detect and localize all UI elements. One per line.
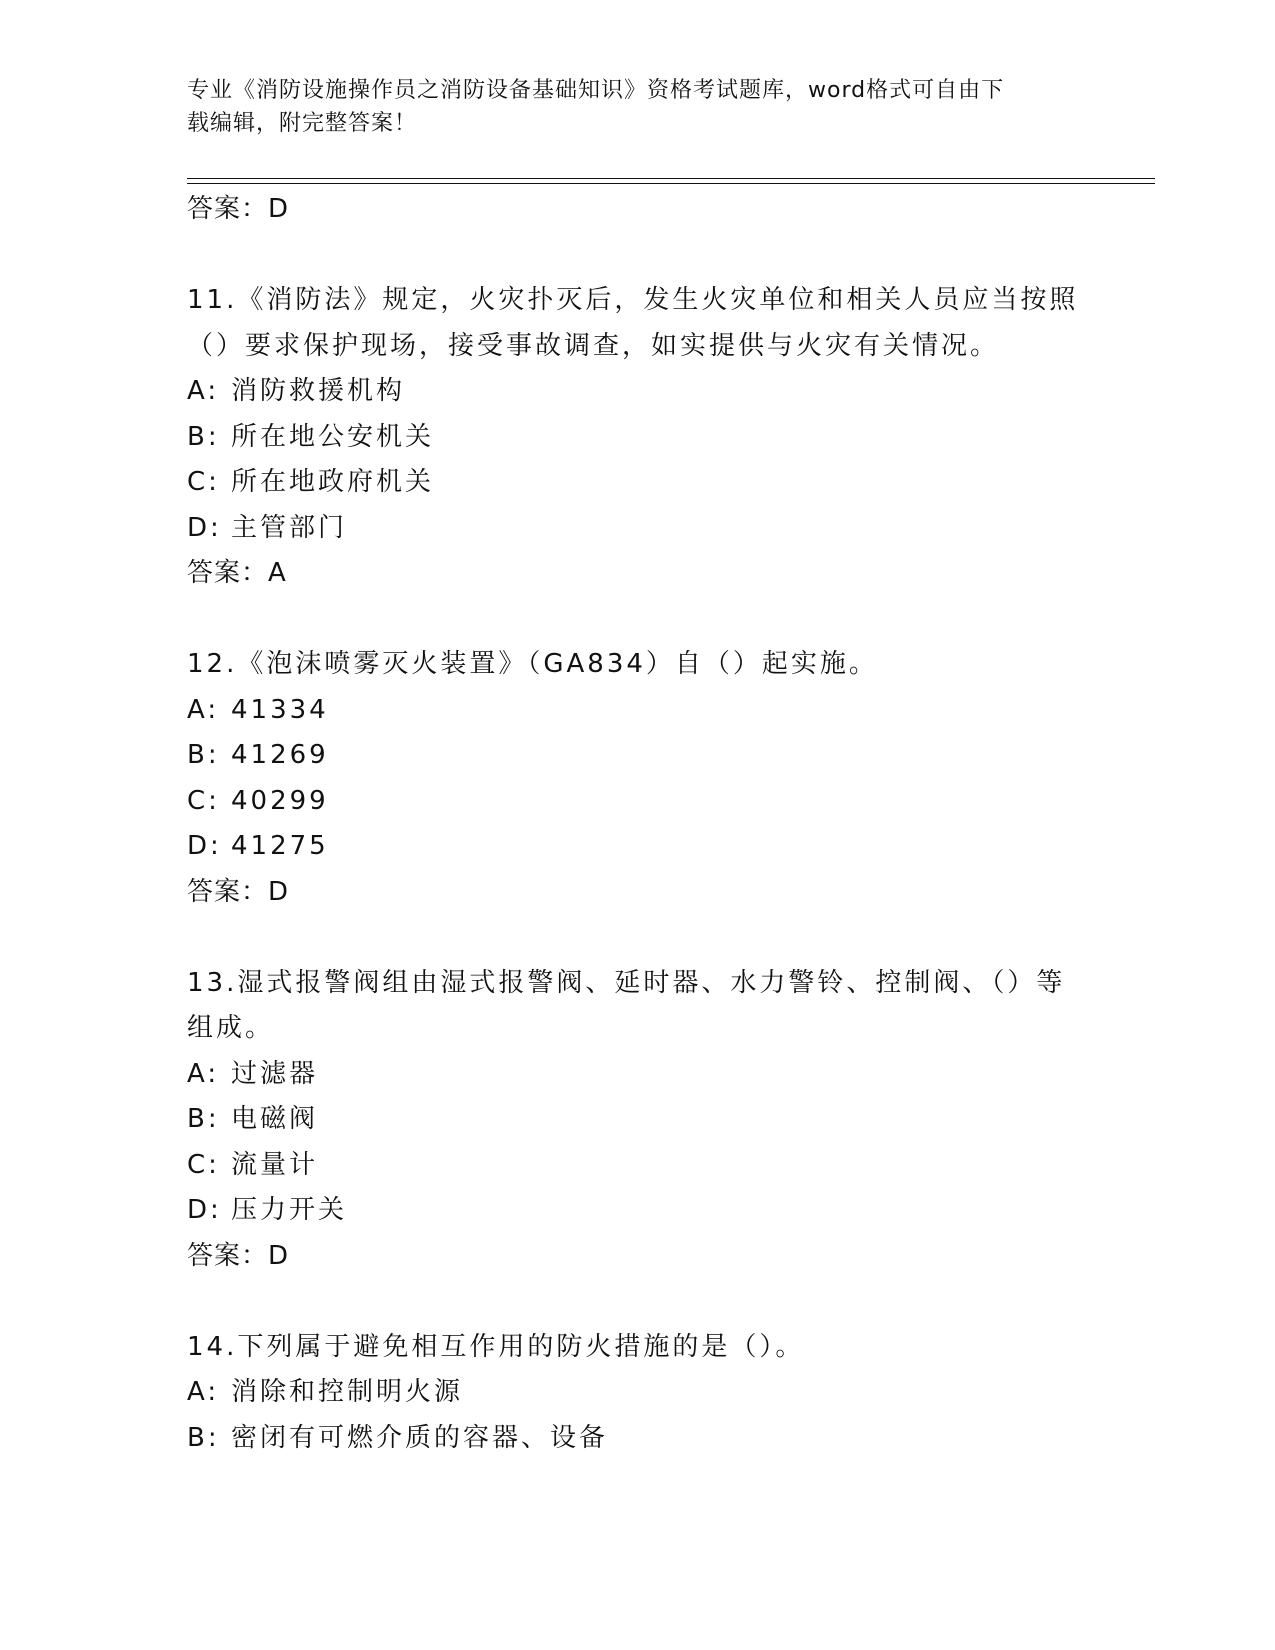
question-text: 14.下列属于避免相互作用的防火措施的是（）。 [187,1331,805,1362]
previous-answer: 答案：D [187,194,290,224]
option-a: A: 过滤器 [187,1058,319,1089]
header-rule-bottom [187,183,1155,184]
option-b: B: 电磁阀 [187,1104,319,1134]
header-line-1: 专业《消防设施操作员之消防设备基础知识》资格考试题库，word格式可自由下 [187,78,1005,103]
option-a: A: 41334 [187,694,329,725]
option-b: B: 所在地公安机关 [187,421,435,452]
answer: 答案：A [187,558,287,588]
option-d: D: 压力开关 [187,1195,348,1225]
spacer [187,597,1087,643]
option-a: A: 消除和控制明火源 [187,1377,464,1407]
spacer [187,233,1087,279]
spacer [187,1279,1087,1325]
option-b: B: 密闭有可燃介质的容器、设备 [187,1422,609,1453]
question-12 [187,642,1087,915]
question-13 [187,961,1087,1280]
question-text: 12.《泡沫喷雾灭火装置》（GA834）自（）起实施。 [187,649,878,679]
question-text: 13.湿式报警阀组由湿式报警阀、延时器、水力警铃、控制阀、（）等 [187,967,1066,998]
question-11 [187,278,1087,597]
answer: 答案：D [187,876,290,907]
spacer [187,915,1087,961]
question-list [187,187,1087,1461]
header-rule-top [187,178,1155,179]
option-a: A: 消防救援机构 [187,376,406,406]
answer: 答案：D [187,1240,290,1271]
option-d: D: 41275 [187,831,329,861]
header-line-2: 载编辑，附完整答案！ [187,111,418,136]
document-header [187,74,1067,140]
question-14 [187,1325,1087,1462]
option-b: B: 41269 [187,740,329,770]
question-text: 11.《消防法》规定，火灾扑灭后，发生火灾单位和相关人员应当按照 [187,285,1079,315]
question-text: （）要求保护现场，接受事故调查，如实提供与火灾有关情况。 [187,330,1000,361]
option-c: C: 所在地政府机关 [187,467,435,497]
option-c: C: 流量计 [187,1149,319,1180]
option-c: C: 40299 [187,785,329,816]
question-text: 组成。 [187,1013,275,1043]
option-d: D: 主管部门 [187,512,348,543]
